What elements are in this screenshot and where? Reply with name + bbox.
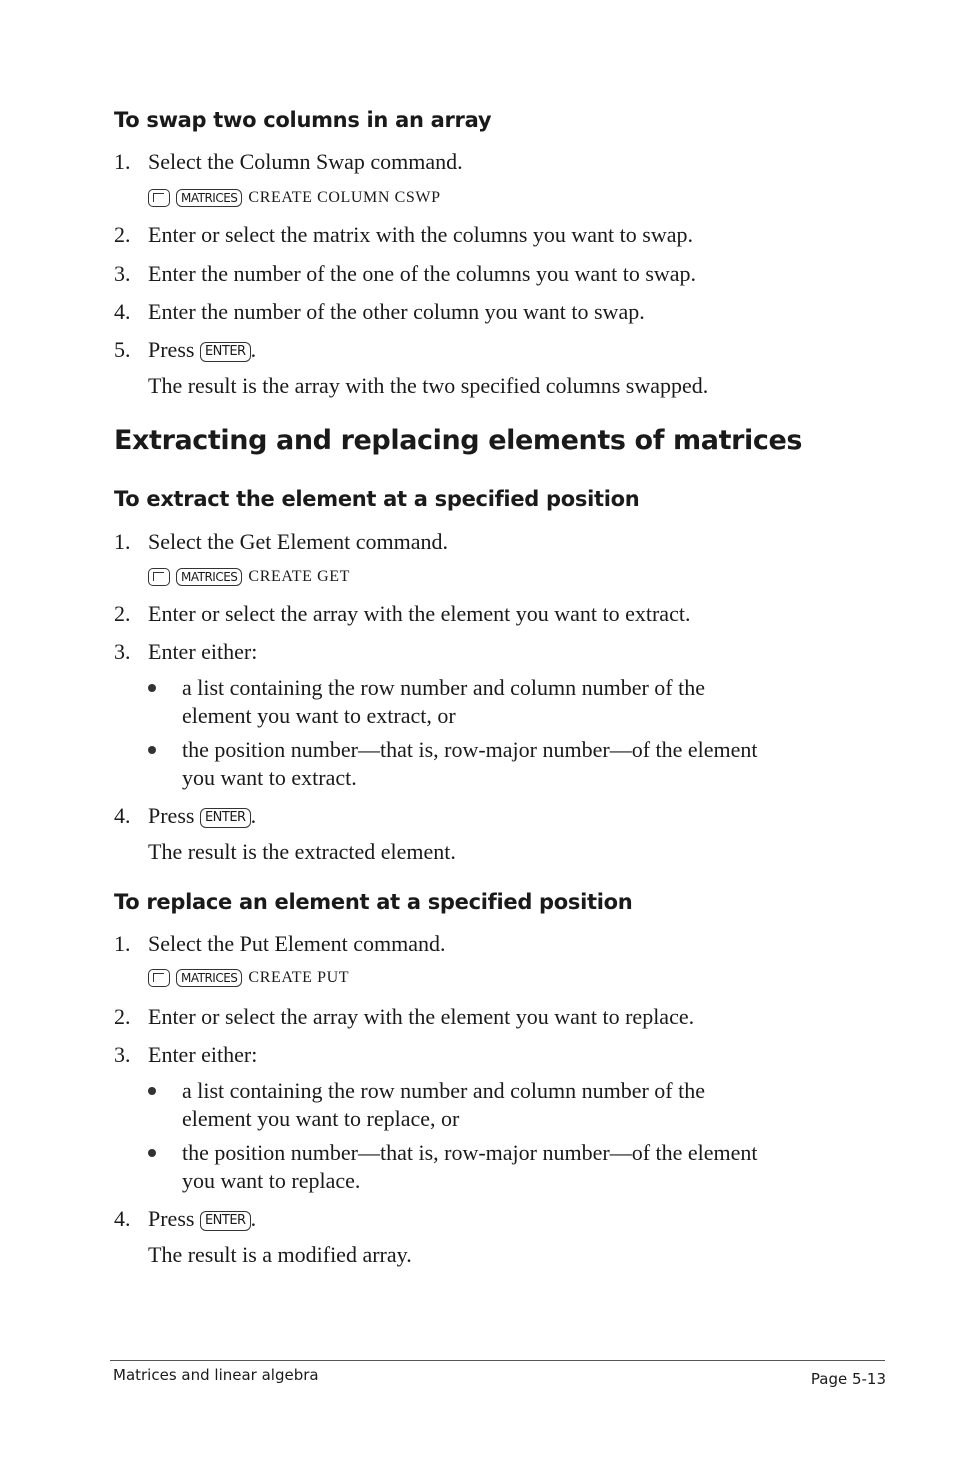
keystroke-sequence (148, 967, 349, 989)
step-text: Enter either: (148, 639, 258, 664)
step-number: 4. (114, 299, 131, 324)
step-press-line (148, 803, 256, 829)
step-number: 3. (114, 1042, 131, 1067)
step-text: Select the Column Swap command. (148, 149, 463, 174)
step-text: Enter or select the array with the element you want to replace. (148, 1004, 695, 1029)
heading-extracting-replacing: Extracting and replacing elements of matrices (114, 425, 803, 456)
step-press-line (148, 337, 256, 363)
heading-replace-element: To replace an element at a specified position (114, 890, 633, 914)
footer-divider (110, 1360, 885, 1361)
matrices-key: MATRICES (176, 568, 242, 586)
step-number: 3. (114, 639, 131, 664)
bullet-icon (148, 746, 156, 754)
step-text: Enter the number of the other column you want to swap. (148, 299, 645, 324)
period: . (250, 1206, 257, 1231)
left-shift-key-icon (148, 568, 170, 586)
enter-key: ENTER (200, 342, 251, 362)
enter-key: ENTER (200, 1211, 251, 1231)
enter-key: ENTER (200, 808, 251, 828)
step-text: Select the Put Element command. (148, 931, 446, 956)
step-text: Enter or select the matrix with the columns you want to swap. (148, 222, 693, 247)
step-number: 1. (114, 931, 131, 956)
heading-extract-element: To extract the element at a specified position (114, 487, 640, 511)
step-text: Press (148, 803, 195, 828)
bullet-icon (148, 1149, 156, 1157)
step-text: Select the Get Element command. (148, 529, 448, 554)
step-text: Press (148, 1206, 195, 1231)
keystroke-sequence (148, 187, 441, 209)
menu-path: CREATE GET (248, 568, 350, 585)
result-text: The result is the extracted element. (148, 839, 456, 864)
step-number: 1. (114, 149, 131, 174)
step-number: 5. (114, 337, 131, 362)
step-press-line (148, 1206, 256, 1232)
step-number: 2. (114, 222, 131, 247)
step-text: Enter either: (148, 1042, 258, 1067)
bullet-text: you want to replace. (182, 1168, 361, 1193)
bullet-text: a list containing the row number and column number of the (182, 1078, 705, 1103)
matrices-key: MATRICES (176, 189, 242, 207)
footer-page-number: Page 5-13 (810, 1370, 886, 1388)
bullet-text: you want to extract. (182, 765, 357, 790)
step-text: Press (148, 337, 195, 362)
bullet-icon (148, 684, 156, 692)
menu-path: CREATE COLUMN CSWP (248, 189, 441, 206)
result-text: The result is a modified array. (148, 1242, 412, 1267)
bullet-text: the position number—that is, row-major number—of the element (182, 737, 758, 762)
bullet-text: element you want to replace, or (182, 1106, 460, 1131)
step-number: 3. (114, 261, 131, 286)
step-number: 2. (114, 601, 131, 626)
step-number: 4. (114, 803, 131, 828)
bullet-text: a list containing the row number and column number of the (182, 675, 705, 700)
keystroke-sequence (148, 566, 350, 588)
heading-swap-columns: To swap two columns in an array (114, 108, 492, 132)
period: . (250, 803, 257, 828)
left-shift-key-icon (148, 189, 170, 207)
bullet-icon (148, 1087, 156, 1095)
period: . (250, 337, 257, 362)
result-text: The result is the array with the two specified columns swapped. (148, 373, 709, 398)
footer-chapter-title: Matrices and linear algebra (113, 1366, 319, 1384)
step-text: Enter or select the array with the element you want to extract. (148, 601, 691, 626)
step-text: Enter the number of the one of the columns you want to swap. (148, 261, 697, 286)
bullet-text: the position number—that is, row-major number—of the element (182, 1140, 758, 1165)
step-number: 4. (114, 1206, 131, 1231)
bullet-text: element you want to extract, or (182, 703, 456, 728)
step-number: 1. (114, 529, 131, 554)
menu-path: CREATE PUT (248, 969, 350, 986)
matrices-key: MATRICES (176, 969, 242, 987)
left-shift-key-icon (148, 969, 170, 987)
step-number: 2. (114, 1004, 131, 1029)
